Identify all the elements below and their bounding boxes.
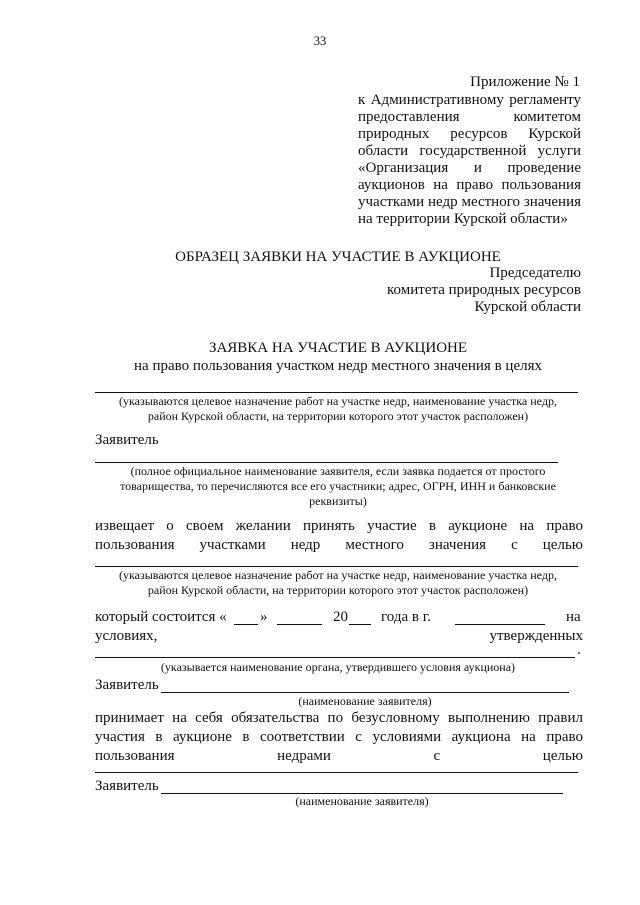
conditions-left: условиях, <box>95 628 158 644</box>
appendix-text <box>358 92 581 228</box>
addressee-line: Председателю <box>489 265 581 281</box>
hint-applicant-name: (наименование заявителя) <box>298 694 432 708</box>
obligation-line-3: пользования недрами с целью <box>95 748 583 764</box>
applicant-label-3: Заявитель <box>95 778 159 794</box>
obligation-line-2: участия в аукционе в соответствии с условиями аукциона на право <box>95 729 583 745</box>
hint-line: (указываются целевое назначение работ на участке недр, наименование участка недр, <box>119 568 557 582</box>
held-quote-close: » <box>260 609 268 625</box>
hint-purpose-2 <box>93 568 583 598</box>
hint-line: район Курской области, на территории которого этот участок расположен) <box>147 409 529 423</box>
appendix-line: области государственной услуги <box>358 143 581 159</box>
applicant-name-fill-line[interactable] <box>161 692 569 693</box>
organ-fill-line[interactable] <box>95 657 575 658</box>
appendix-line: природных ресурсов Курской <box>358 126 581 142</box>
page-number: 33 <box>313 34 327 48</box>
appendix-line: участками недр местного значения <box>358 194 581 210</box>
addressee-line: комитета природных ресурсов <box>387 282 581 298</box>
month-fill-line[interactable] <box>277 624 322 625</box>
held-year: 20 <box>333 609 348 625</box>
held-on: на <box>566 609 581 625</box>
appendix-title: Приложение № 1 <box>470 74 580 90</box>
addressee-line: Курской области <box>474 299 581 315</box>
obligation-fill-line[interactable] <box>95 772 578 773</box>
hint-line: товарищества, то перечисляются все его участники; адрес, ОГРН, ИНН и банковские <box>120 479 556 493</box>
addressee <box>330 265 581 316</box>
form-subheading: на право пользования участком недр местного значения в целях <box>134 358 542 374</box>
conditions-right: утвержденных <box>489 628 583 644</box>
sample-title: ОБРАЗЕЦ ЗАЯВКИ НА УЧАСТИЕ В АУКЦИОНЕ <box>175 249 501 265</box>
obligation-line-1: принимает на себя обязательства по безусловному выполнению правил <box>95 710 583 726</box>
held-prefix: который состоится « <box>95 609 227 625</box>
purpose-fill-line-2[interactable] <box>95 566 578 567</box>
hint-line: район Курской области, на территории которого этот участок расположен) <box>147 583 529 597</box>
form-heading: ЗАЯВКА НА УЧАСТИЕ В АУКЦИОНЕ <box>208 340 468 356</box>
appendix-line: «Организация и проведение <box>358 160 581 176</box>
held-year-suffix: года в г. <box>381 609 431 625</box>
hint-applicant-name-2: (наименование заявителя) <box>295 794 429 808</box>
city-fill-line[interactable] <box>455 624 545 625</box>
year-fill-line[interactable] <box>349 624 371 625</box>
day-fill-line[interactable] <box>234 624 258 625</box>
hint-line: (полное официальное наименование заявителя, если заявка подается от простого <box>130 464 546 478</box>
notify-line-2: пользования участками недр местного значения с целью <box>95 537 583 553</box>
hint-purpose-1 <box>93 394 583 424</box>
appendix-line: на территории Курской области» <box>358 211 568 227</box>
notify-line-1: извещает о своем желании принять участие в аукционе на право <box>95 518 583 534</box>
applicant-label-2: Заявитель <box>95 677 159 693</box>
purpose-fill-line-1[interactable] <box>95 392 578 393</box>
applicant-label: Заявитель <box>95 432 159 448</box>
period: . <box>577 642 581 658</box>
appendix-line: предоставления комитетом <box>358 109 581 125</box>
appendix-line: аукционов на право пользования <box>358 177 581 193</box>
hint-organ: (указывается наименование органа, утвердившего условия аукциона) <box>160 660 516 674</box>
hint-line: (указываются целевое назначение работ на участке недр, наименование участка недр, <box>119 394 557 408</box>
applicant-fill-line[interactable] <box>95 462 558 463</box>
appendix-line: к Административному регламенту <box>358 92 581 108</box>
hint-line: реквизиты) <box>309 494 367 508</box>
hint-applicant <box>93 464 583 509</box>
